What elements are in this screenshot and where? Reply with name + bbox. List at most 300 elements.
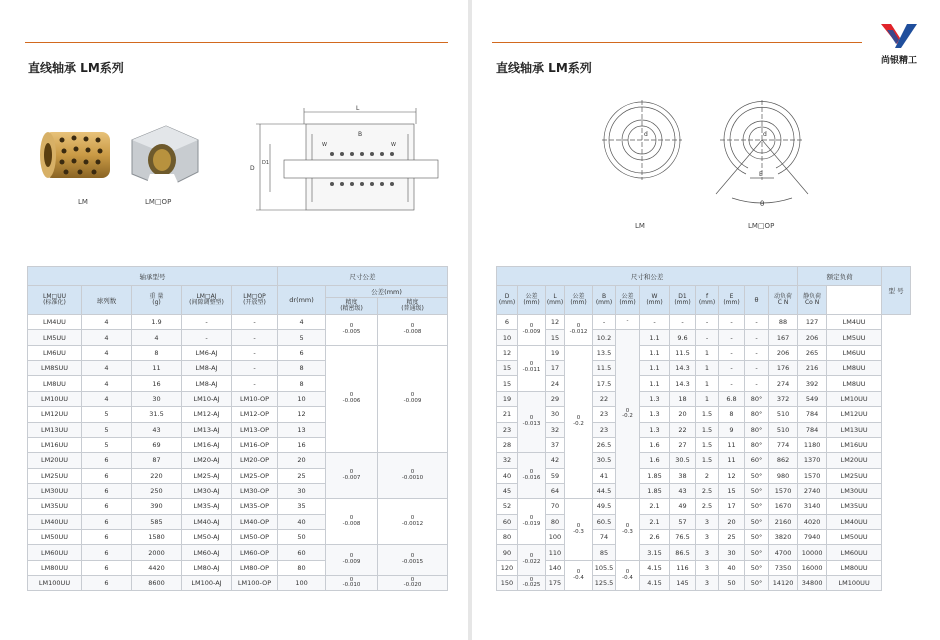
header-rule-left (25, 42, 448, 43)
table-row (497, 376, 911, 391)
theta-cell: 80° (745, 407, 769, 422)
table-row (28, 545, 448, 560)
col-static-label: 静负荷 (803, 292, 822, 300)
col-tolL-header (565, 286, 593, 315)
page-title-right: 直线轴承 LM系列 (496, 61, 592, 75)
static-load-cell: 549 (798, 391, 827, 406)
col-op-sub: (开放型) (243, 299, 266, 306)
col-B-header (593, 286, 616, 315)
op-model-cell: LM12-OP (232, 407, 278, 422)
D-cell: 15 (497, 376, 518, 391)
precise-tolerance-value: 0 (349, 515, 354, 522)
drawing-side-view (248, 104, 444, 228)
balls-cell: 4 (82, 345, 132, 360)
E-cell: 30 (719, 545, 745, 560)
table-row (28, 345, 448, 360)
dim-W-right-label: W (391, 142, 396, 148)
table-row (497, 315, 911, 330)
theta-cell: - (745, 315, 769, 330)
D1-cell: - (670, 315, 696, 330)
dr-cell: 25 (278, 468, 326, 483)
tolL-cell (565, 315, 593, 346)
col-normal-header (378, 298, 448, 315)
op-model-cell: LM10-OP (232, 391, 278, 406)
theta-cell: 80° (745, 437, 769, 452)
precise-tolerance-value: -0.006 (342, 397, 361, 404)
model-cell: LM35UU (827, 499, 882, 514)
group-model-header: 轴承型号 (28, 267, 278, 286)
W-cell: 1.1 (640, 345, 670, 360)
lmop-d-label: d (763, 131, 767, 138)
normal-tolerance-value: 0 (410, 553, 415, 560)
static-load-cell: 10000 (798, 545, 827, 560)
L-cell: 80 (546, 514, 565, 529)
dynamic-load-cell: 176 (769, 361, 798, 376)
col-f-unit: (mm) (698, 299, 716, 306)
precise-tolerance-value: -0.010 (342, 582, 361, 589)
balls-cell: 6 (82, 483, 132, 498)
col-D1-unit: (mm) (674, 299, 691, 306)
col-f-label: f (705, 292, 709, 300)
col-D1-header (670, 286, 696, 315)
col-tolL-unit: (mm) (570, 299, 587, 306)
table-row (497, 361, 911, 376)
table-row (28, 499, 448, 514)
model-cell: LM40UU (28, 514, 82, 529)
static-load-cell: 392 (798, 376, 827, 391)
static-load-cell: 16000 (798, 560, 827, 575)
tolD-cell-value: -0.013 (522, 421, 541, 428)
B-cell: 17.5 (593, 376, 616, 391)
W-cell: 4.15 (640, 560, 670, 575)
precise-tolerance-value: -0.005 (342, 328, 361, 335)
op-model-cell: LM80-OP (232, 560, 278, 575)
model-cell: LM6UU (827, 345, 882, 360)
balls-cell: 6 (82, 530, 132, 545)
dr-cell: 8 (278, 361, 326, 376)
f-cell: 1 (696, 345, 719, 360)
table-row (497, 422, 911, 437)
left-table-body (28, 315, 448, 591)
D1-cell: 43 (670, 483, 696, 498)
D-cell: 52 (497, 499, 518, 514)
col-weight-unit: (g) (152, 299, 161, 306)
theta-cell: 50° (745, 560, 769, 575)
col-W-header (640, 286, 670, 315)
static-load-cell: 265 (798, 345, 827, 360)
B-cell: 23 (593, 407, 616, 422)
theta-cell: 80° (745, 422, 769, 437)
weight-cell: 43 (132, 422, 182, 437)
theta-cell: - (745, 345, 769, 360)
left-spec-table (27, 266, 448, 591)
col-tolD-header (518, 286, 546, 315)
tolL-cell (565, 345, 593, 499)
balls-cell: 4 (82, 391, 132, 406)
precise-tolerance-cell (326, 499, 378, 545)
precise-tolerance-value: -0.009 (342, 559, 361, 566)
aj-model-cell: LM13-AJ (182, 422, 232, 437)
D1-cell: 76.5 (670, 530, 696, 545)
f-cell: 1 (696, 361, 719, 376)
tolD-cell-value: -0.019 (522, 520, 541, 527)
model-cell: LM10UU (827, 391, 882, 406)
f-cell: 1 (696, 376, 719, 391)
D1-cell: 27 (670, 437, 696, 452)
weight-cell: 4420 (132, 560, 182, 575)
model-cell: LM80UU (28, 560, 82, 575)
model-cell: LM16UU (28, 437, 82, 452)
col-dyn-sym: C N (777, 299, 789, 306)
D1-cell: 9.6 (670, 330, 696, 345)
D-cell: 10 (497, 330, 518, 345)
aj-model-cell: LM30-AJ (182, 483, 232, 498)
dr-cell: 6 (278, 345, 326, 360)
E-cell: - (719, 376, 745, 391)
dr-cell: 4 (278, 315, 326, 330)
L-cell: 140 (546, 560, 565, 575)
balls-cell: 5 (82, 407, 132, 422)
header-rule-right (492, 42, 862, 43)
W-cell: 1.85 (640, 468, 670, 483)
weight-cell: 8600 (132, 576, 182, 591)
aj-model-cell: - (182, 330, 232, 345)
D1-cell: 49 (670, 499, 696, 514)
theta-cell: 50° (745, 576, 769, 591)
tolB-cell-value: 0 (625, 568, 630, 575)
static-load-cell: 784 (798, 407, 827, 422)
col-D-label: D (504, 292, 510, 300)
D1-cell: 30.5 (670, 453, 696, 468)
tolL-cell (565, 499, 593, 560)
L-cell: 12 (546, 315, 565, 330)
dynamic-load-cell: 3820 (769, 530, 798, 545)
B-cell: 60.5 (593, 514, 616, 529)
balls-cell: 4 (82, 330, 132, 345)
page-title-left: 直线轴承 LM系列 (28, 61, 124, 75)
dr-cell: 50 (278, 530, 326, 545)
aj-model-cell: LM8-AJ (182, 361, 232, 376)
balls-cell: 6 (82, 576, 132, 591)
W-cell: 1.1 (640, 330, 670, 345)
weight-cell: 4 (132, 330, 182, 345)
dim-D-label: D (250, 165, 255, 172)
model-cell: LM40UU (827, 514, 882, 529)
D-cell: 120 (497, 560, 518, 575)
table-row (497, 576, 911, 591)
weight-cell: 8 (132, 345, 182, 360)
D-cell: 23 (497, 422, 518, 437)
tolB-cell-value: - (626, 318, 629, 325)
dr-cell: 40 (278, 514, 326, 529)
tolD-cell (518, 315, 546, 346)
precise-tolerance-value: -0.008 (342, 520, 361, 527)
op-model-cell: LM13-OP (232, 422, 278, 437)
table-row (497, 468, 911, 483)
group-tol-header: 尺寸公差 (278, 267, 448, 286)
dr-cell: 12 (278, 407, 326, 422)
right-spec-table (496, 266, 911, 591)
col-L-header (546, 286, 565, 315)
col-tolL-label: 公差 (572, 292, 585, 300)
E-cell: 50 (719, 576, 745, 591)
right-table-body (497, 315, 911, 591)
B-cell: 41 (593, 468, 616, 483)
table-row (497, 391, 911, 406)
L-cell: 15 (546, 330, 565, 345)
weight-cell: 11 (132, 361, 182, 376)
tolD-cell-value: 0 (529, 515, 534, 522)
aj-model-cell: LM100-AJ (182, 576, 232, 591)
f-cell: 3 (696, 545, 719, 560)
D-cell: 12 (497, 345, 518, 360)
balls-cell: 5 (82, 422, 132, 437)
weight-cell: 585 (132, 514, 182, 529)
op-model-cell: LM50-OP (232, 530, 278, 545)
group-dims-header: 尺寸和公差 (497, 267, 798, 286)
tolL-cell-value: -0.4 (573, 574, 584, 581)
static-load-cell: 4020 (798, 514, 827, 529)
dynamic-load-cell: 4700 (769, 545, 798, 560)
f-cell: 1.5 (696, 437, 719, 452)
table-row (28, 453, 448, 468)
model-cell: LM50UU (827, 530, 882, 545)
model-cell: LM6UU (28, 345, 82, 360)
logo-mark-icon (881, 20, 917, 48)
dynamic-load-cell: 510 (769, 407, 798, 422)
col-precise-header (326, 298, 378, 315)
f-cell: 3 (696, 576, 719, 591)
normal-tolerance-value: 0 (410, 515, 415, 522)
tolD-cell-value: -0.025 (522, 582, 541, 589)
B-cell: 105.5 (593, 560, 616, 575)
col-balls-header: 球列数 (82, 286, 132, 315)
L-cell: 110 (546, 545, 565, 560)
D1-cell: 116 (670, 560, 696, 575)
col-aj-header (182, 286, 232, 315)
model-cell: LM4UU (28, 315, 82, 330)
f-cell: 2.5 (696, 483, 719, 498)
op-model-cell: - (232, 315, 278, 330)
dynamic-load-cell: 274 (769, 376, 798, 391)
balls-cell: 6 (82, 514, 132, 529)
theta-cell: 80° (745, 391, 769, 406)
E-cell: - (719, 345, 745, 360)
theta-cell: 50° (745, 545, 769, 560)
tolL-cell (565, 560, 593, 591)
photo-lmop-caption: LM□OP (145, 198, 172, 206)
f-cell: 3 (696, 560, 719, 575)
balls-cell: 6 (82, 499, 132, 514)
static-load-cell: 7940 (798, 530, 827, 545)
col-f-header (696, 286, 719, 315)
op-model-cell: LM100-OP (232, 576, 278, 591)
weight-cell: 220 (132, 468, 182, 483)
B-cell: 30.5 (593, 453, 616, 468)
photo-lm-caption: LM (78, 198, 88, 206)
static-load-cell: 2740 (798, 483, 827, 498)
dr-cell: 60 (278, 545, 326, 560)
W-cell: 1.1 (640, 361, 670, 376)
tolB-cell (616, 499, 640, 560)
D-cell: 6 (497, 315, 518, 330)
D1-cell: 11.5 (670, 345, 696, 360)
precise-tolerance-value: 0 (349, 392, 354, 399)
D-cell: 21 (497, 407, 518, 422)
table-row (497, 483, 911, 498)
normal-tolerance-value: -0.020 (403, 582, 422, 589)
tolL-cell-value: -0.012 (569, 328, 588, 335)
table-row (28, 576, 448, 591)
L-cell: 32 (546, 422, 565, 437)
theta-cell: 60° (745, 453, 769, 468)
op-model-cell: - (232, 330, 278, 345)
precise-tolerance-cell (326, 576, 378, 591)
normal-tolerance-value: 0 (410, 323, 415, 330)
L-cell: 37 (546, 437, 565, 452)
f-cell: 2 (696, 468, 719, 483)
model-cell: LM20UU (827, 453, 882, 468)
balls-cell: 4 (82, 376, 132, 391)
D-cell: 150 (497, 576, 518, 591)
D-cell: 40 (497, 468, 518, 483)
L-cell: 100 (546, 530, 565, 545)
dr-cell: 35 (278, 499, 326, 514)
col-theta-header: θ (745, 286, 769, 315)
table-row (497, 453, 911, 468)
col-lmuu-label: LM□UU (43, 292, 66, 300)
W-cell: 1.1 (640, 376, 670, 391)
tolL-cell-value: -0.3 (573, 528, 584, 535)
aj-model-cell: - (182, 315, 232, 330)
col-tolB-label: 公差 (621, 292, 634, 300)
op-model-cell: LM20-OP (232, 453, 278, 468)
dynamic-load-cell: 980 (769, 468, 798, 483)
tolB-cell-value: 0 (625, 407, 630, 414)
precise-tolerance-cell (326, 345, 378, 453)
tolD-cell-value: 0 (529, 323, 534, 330)
static-load-cell: 3140 (798, 499, 827, 514)
f-cell: 1.5 (696, 453, 719, 468)
D-cell: 90 (497, 545, 518, 560)
table-row (497, 345, 911, 360)
dim-W-left-label: W (322, 142, 327, 148)
aj-model-cell: LM40-AJ (182, 514, 232, 529)
W-cell: 1.85 (640, 483, 670, 498)
bearing-photo-lmop-icon (126, 120, 202, 194)
precise-tolerance-cell (326, 545, 378, 576)
precise-tolerance-value: -0.007 (342, 474, 361, 481)
op-model-cell: LM35-OP (232, 499, 278, 514)
col-normal-label: 精度 (406, 298, 419, 306)
op-model-cell: LM30-OP (232, 483, 278, 498)
weight-cell: 1.9 (132, 315, 182, 330)
E-cell: - (719, 361, 745, 376)
dr-cell: 10 (278, 391, 326, 406)
B-cell: 44.5 (593, 483, 616, 498)
tolD-cell-value: -0.009 (522, 328, 541, 335)
tolD-cell-value: 0 (529, 361, 534, 368)
model-cell: LM8UU (827, 376, 882, 391)
model-cell: LM30UU (827, 483, 882, 498)
balls-cell: 6 (82, 560, 132, 575)
f-cell: - (696, 315, 719, 330)
table-row (497, 560, 911, 575)
col-dyn-header (769, 286, 798, 315)
D1-cell: 20 (670, 407, 696, 422)
weight-cell: 250 (132, 483, 182, 498)
col-precise-label: 精度 (345, 298, 358, 306)
col-L-label: L (553, 292, 557, 300)
D-cell: 80 (497, 530, 518, 545)
L-cell: 29 (546, 391, 565, 406)
W-cell: 1.3 (640, 391, 670, 406)
op-model-cell: - (232, 376, 278, 391)
model-cell: LM100UU (827, 576, 882, 591)
op-model-cell: LM60-OP (232, 545, 278, 560)
model-cell: LM12UU (28, 407, 82, 422)
tolL-cell-value: 0 (576, 568, 581, 575)
dynamic-load-cell: 88 (769, 315, 798, 330)
normal-tolerance-value: 0 (410, 469, 415, 475)
balls-cell: 4 (82, 315, 132, 330)
f-cell: 1.5 (696, 422, 719, 437)
table-row (497, 514, 911, 529)
tolD-cell (518, 545, 546, 576)
dr-cell: 5 (278, 330, 326, 345)
dr-cell: 16 (278, 437, 326, 452)
col-dyn-label: 动负荷 (774, 292, 793, 300)
dr-cell: 100 (278, 576, 326, 591)
tolB-cell (616, 560, 640, 591)
op-model-cell: LM16-OP (232, 437, 278, 452)
model-cell: LM13UU (28, 422, 82, 437)
dynamic-load-cell: 7350 (769, 560, 798, 575)
col-aj-label: LM□AJ (196, 292, 217, 300)
op-model-cell: - (232, 345, 278, 360)
model-cell: LM12UU (827, 407, 882, 422)
model-cell: LM20UU (28, 453, 82, 468)
L-cell: 24 (546, 376, 565, 391)
L-cell: 19 (546, 345, 565, 360)
aj-model-cell: LM10-AJ (182, 391, 232, 406)
page-gutter (468, 0, 472, 640)
D1-cell: 86.5 (670, 545, 696, 560)
tolL-cell-value: -0.2 (573, 421, 584, 428)
col-precise-sub: (精密级) (340, 305, 363, 312)
W-cell: 2.6 (640, 530, 670, 545)
B-cell: 13.5 (593, 345, 616, 360)
table-row (497, 530, 911, 545)
col-W-label: W (651, 292, 658, 300)
B-cell: 22 (593, 391, 616, 406)
dynamic-load-cell: 2160 (769, 514, 798, 529)
op-model-cell: LM40-OP (232, 514, 278, 529)
table-row (497, 545, 911, 560)
dim-L-label: L (356, 105, 360, 112)
weight-cell: 2000 (132, 545, 182, 560)
E-cell: 12 (719, 468, 745, 483)
model-cell: LM8SUU (28, 361, 82, 376)
dim-D1-label: D1 (262, 160, 270, 166)
balls-cell: 4 (82, 361, 132, 376)
f-cell: 1.5 (696, 407, 719, 422)
E-cell: 6.8 (719, 391, 745, 406)
lmop-front-view-icon (712, 98, 812, 210)
tolB-cell (616, 315, 640, 330)
theta-cell: 50° (745, 483, 769, 498)
aj-model-cell: LM12-AJ (182, 407, 232, 422)
